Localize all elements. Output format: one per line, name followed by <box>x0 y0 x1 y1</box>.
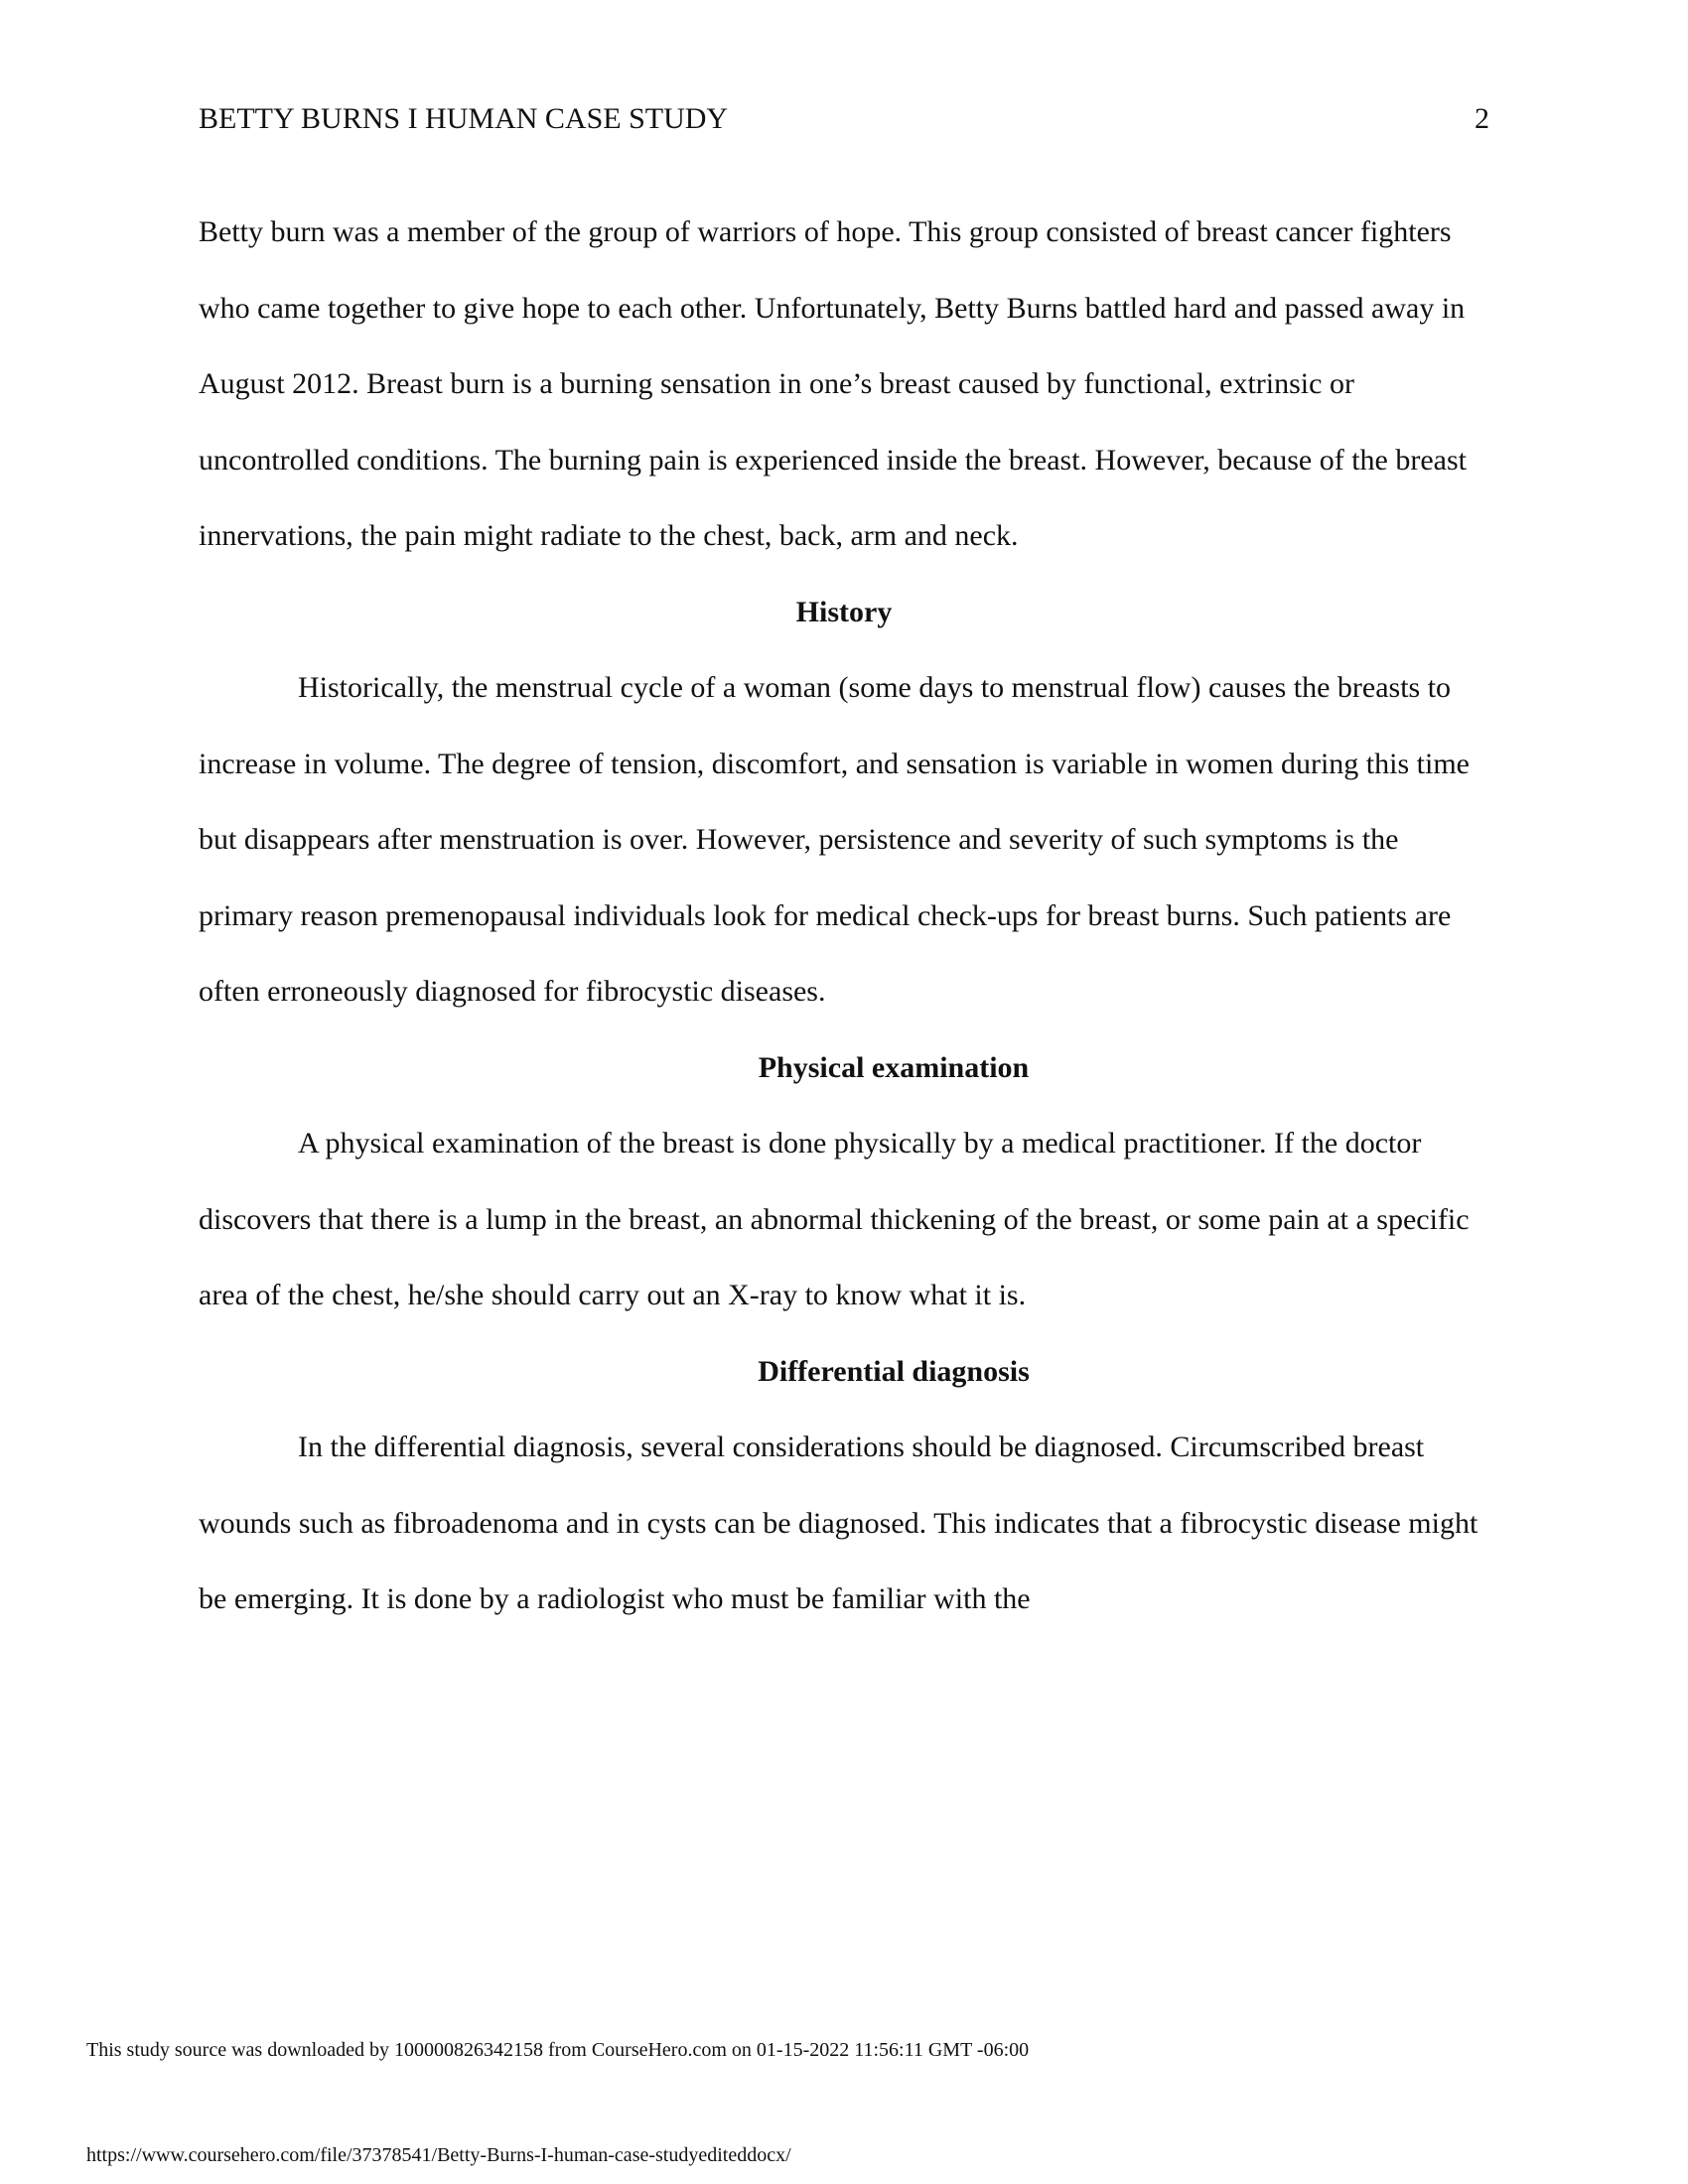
download-source-note: This study source was downloaded by 100000826342158 from CourseHero.com on 01-15-2022 11:56:11 GMT -06:00 <box>86 2039 1030 2061</box>
section-heading-differential-diagnosis: Differential diagnosis <box>758 1354 1030 1388</box>
differential-diagnosis-paragraph: In the differential diagnosis, several considerations should be diagnosed. Circumscribed breast wounds such as fibroadenoma and in cysts can be diagnosed. This indicates that a fibrocystic disease might be emerging. It is done by a radiologist who must be familiar with the <box>199 1431 1478 1615</box>
page-number: 2 <box>1475 102 1489 135</box>
document-body <box>199 195 1489 1638</box>
running-header-title: BETTY BURNS I HUMAN CASE STUDY <box>199 102 729 135</box>
history-paragraph: Historically, the menstrual cycle of a woman (some days to menstrual flow) causes the breasts to increase in volume. The degree of tension, discomfort, and sensation is variable in women during this time but disappears after menstruation is over. However, persistence and severity of such symptoms is the primary reason premenopausal individuals look for medical check-ups for breast burns. Such patients are often erroneously diagnosed for fibrocystic diseases. <box>199 671 1470 1008</box>
intro-paragraph: Betty burn was a member of the group of warriors of hope. This group consisted of breast cancer fighters who came together to give hope to each other. Unfortunately, Betty Burns battled hard and passed away in August 2012. Breast burn is a burning sensation in one’s breast caused by functional, extrinsic or uncontrolled conditions. The burning pain is experienced inside the breast. However, because of the breast innervations, the pain might radiate to the chest, back, arm and neck. <box>199 215 1468 552</box>
physical-examination-paragraph: A physical examination of the breast is done physically by a medical practitioner. If the doctor discovers that there is a lump in the breast, an abnormal thickening of the breast, or some pain at a specific area of the chest, he/she should carry out an X-ray to know what it is. <box>199 1127 1470 1311</box>
section-heading-physical-examination: Physical examination <box>758 1050 1030 1084</box>
section-heading-history: History <box>795 595 893 628</box>
source-url[interactable]: https://www.coursehero.com/file/37378541/Betty-Burns-I-human-case-studyediteddocx/ <box>86 2144 791 2166</box>
